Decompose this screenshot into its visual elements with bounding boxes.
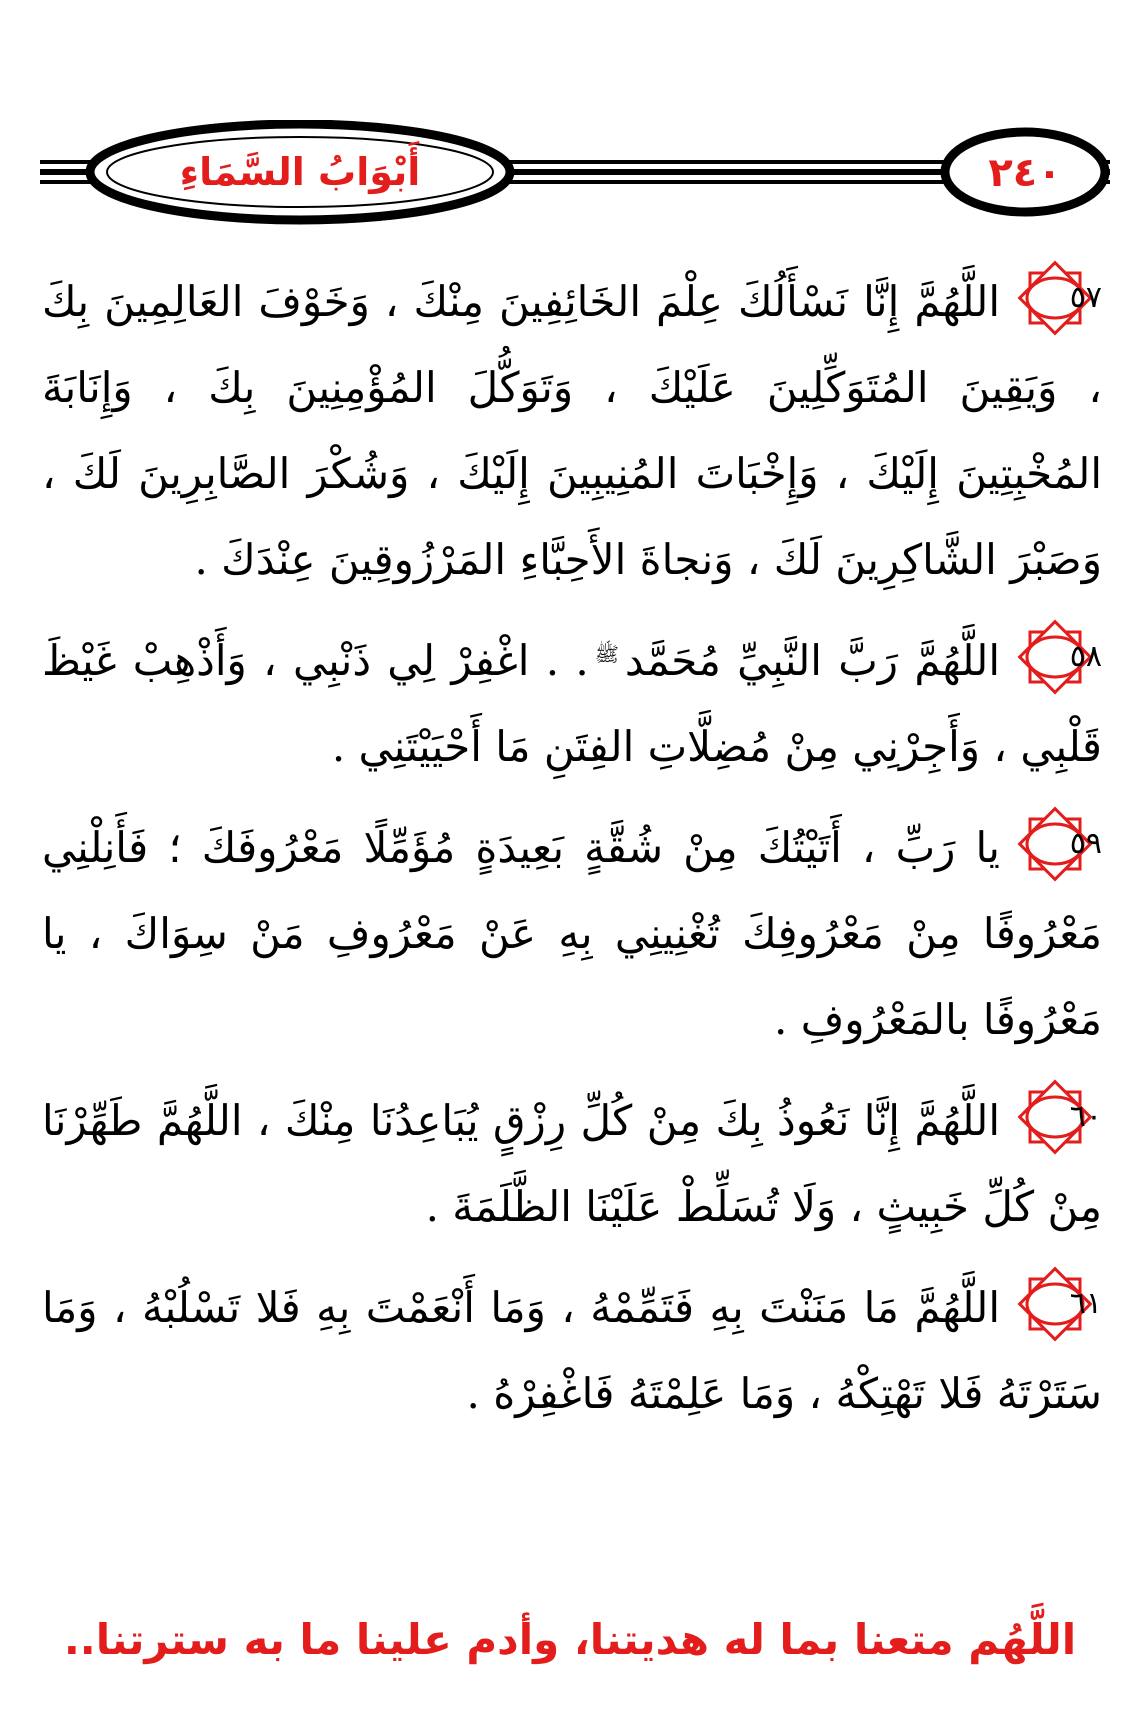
paragraph-number: ٥٩: [1069, 826, 1102, 861]
paragraph-number: ٦١: [1069, 1286, 1102, 1321]
paragraph-text: اللَّهُمَّ إِنَّا نَعُوذُ بِكَ مِنْ كُلِّ رِزْقٍ يُبَاعِدُنَا مِنْكَ ، اللَّهُمَّ طَهِّرْنَا مِنْ كُلِّ خَبِيثٍ ، وَلَا تُسَلِّطْ عَلَيْنَا الظَّلَمَةَ .: [42, 1096, 1102, 1231]
page-header: [40, 120, 1110, 230]
footer-dua: اللَّهُم متعنا بما له هديتنا، وأدم علينا ما به سترتنا..: [63, 1615, 1077, 1664]
dua-paragraph-61: [42, 1264, 1102, 1437]
paragraph-text: اللَّهُمَّ إِنَّا نَسْأَلُكَ عِلْمَ الخَائِفِينَ مِنْكَ ، وَخَوْفَ العَالِمِينَ بِكَ ، وَيَقِينَ المُتَوَكِّلِينَ عَلَيْكَ ، وَتَوَكُّلَ المُؤْمِنِينَ بِكَ ، وَإِنَابَةَ المُخْبِتِينَ إِلَيْكَ ، وَإِخْبَاتَ المُنِيبِينَ إِلَيْكَ ، وَشُكْرَ الصَّابِرِينَ لَكَ ، وَصَبْرَ الشَّاكِرِينَ لَكَ ، وَنجاةَ الأَحِبَّاءِ المَرْزُوقِينَ عِنْدَكَ .: [42, 277, 1102, 584]
dua-paragraph-59: [42, 804, 1102, 1063]
dua-paragraph-60: [42, 1077, 1102, 1250]
dua-paragraph-57: [42, 258, 1102, 603]
paragraph-number-badge: [1008, 804, 1102, 884]
paragraph-number: ٥٨: [1069, 639, 1102, 674]
paragraph-text: اللَّهُمَّ مَا مَنَنْتَ بِهِ فَتَمِّمْهُ ، وَمَا أَنْعَمْتَ بِهِ فَلا تَسْلُبْهُ ، وَمَا سَتَرْتَهُ فَلا تَهْتِكْهُ ، وَمَا عَلِمْتَهُ فَاغْفِرْهُ .: [42, 1283, 1102, 1418]
paragraph-number-badge: [1008, 617, 1102, 697]
paragraph-number: ٥٧: [1069, 280, 1102, 315]
paragraph-number-badge: [1008, 258, 1102, 338]
paragraph-text-after: . . اغْفِرْ لِي ذَنْبِي ، وَأَذْهِبْ غَيْظَ قَلْبِي ، وَأَجِرْنِي مِنْ مُضِلَّاتِ الفِتَنِ مَا أَحْيَيْتَنِي .: [42, 636, 1102, 771]
book-title: أَبْوَابُ السَّمَاءِ: [179, 150, 421, 194]
salutation-glyph: ﷺ: [594, 642, 619, 666]
paragraph-number-badge: [1008, 1264, 1102, 1344]
page-number: ٢٤٠: [988, 150, 1062, 196]
paragraph-number-badge: [1008, 1077, 1102, 1157]
page-content: [42, 258, 1102, 1451]
paragraph-number: ٦٠: [1069, 1099, 1102, 1134]
paragraph-text: يا رَبِّ ، أَتَيْتُكَ مِنْ شُقَّةٍ بَعِيدَةٍ مُؤَمِّلًا مَعْرُوفَكَ ؛ فَأَنِلْنِي مَعْرُوفًا مِنْ مَعْرُوفِكَ تُغْنِينِي بِهِ عَنْ مَعْرُوفِ مَنْ سِوَاكَ ، يا مَعْرُوفًا بالمَعْرُوفِ .: [42, 823, 1102, 1044]
dua-paragraph-58: [42, 617, 1102, 790]
paragraph-text-before: اللَّهُمَّ رَبَّ النَّبِيِّ مُحَمَّد: [624, 636, 1000, 685]
